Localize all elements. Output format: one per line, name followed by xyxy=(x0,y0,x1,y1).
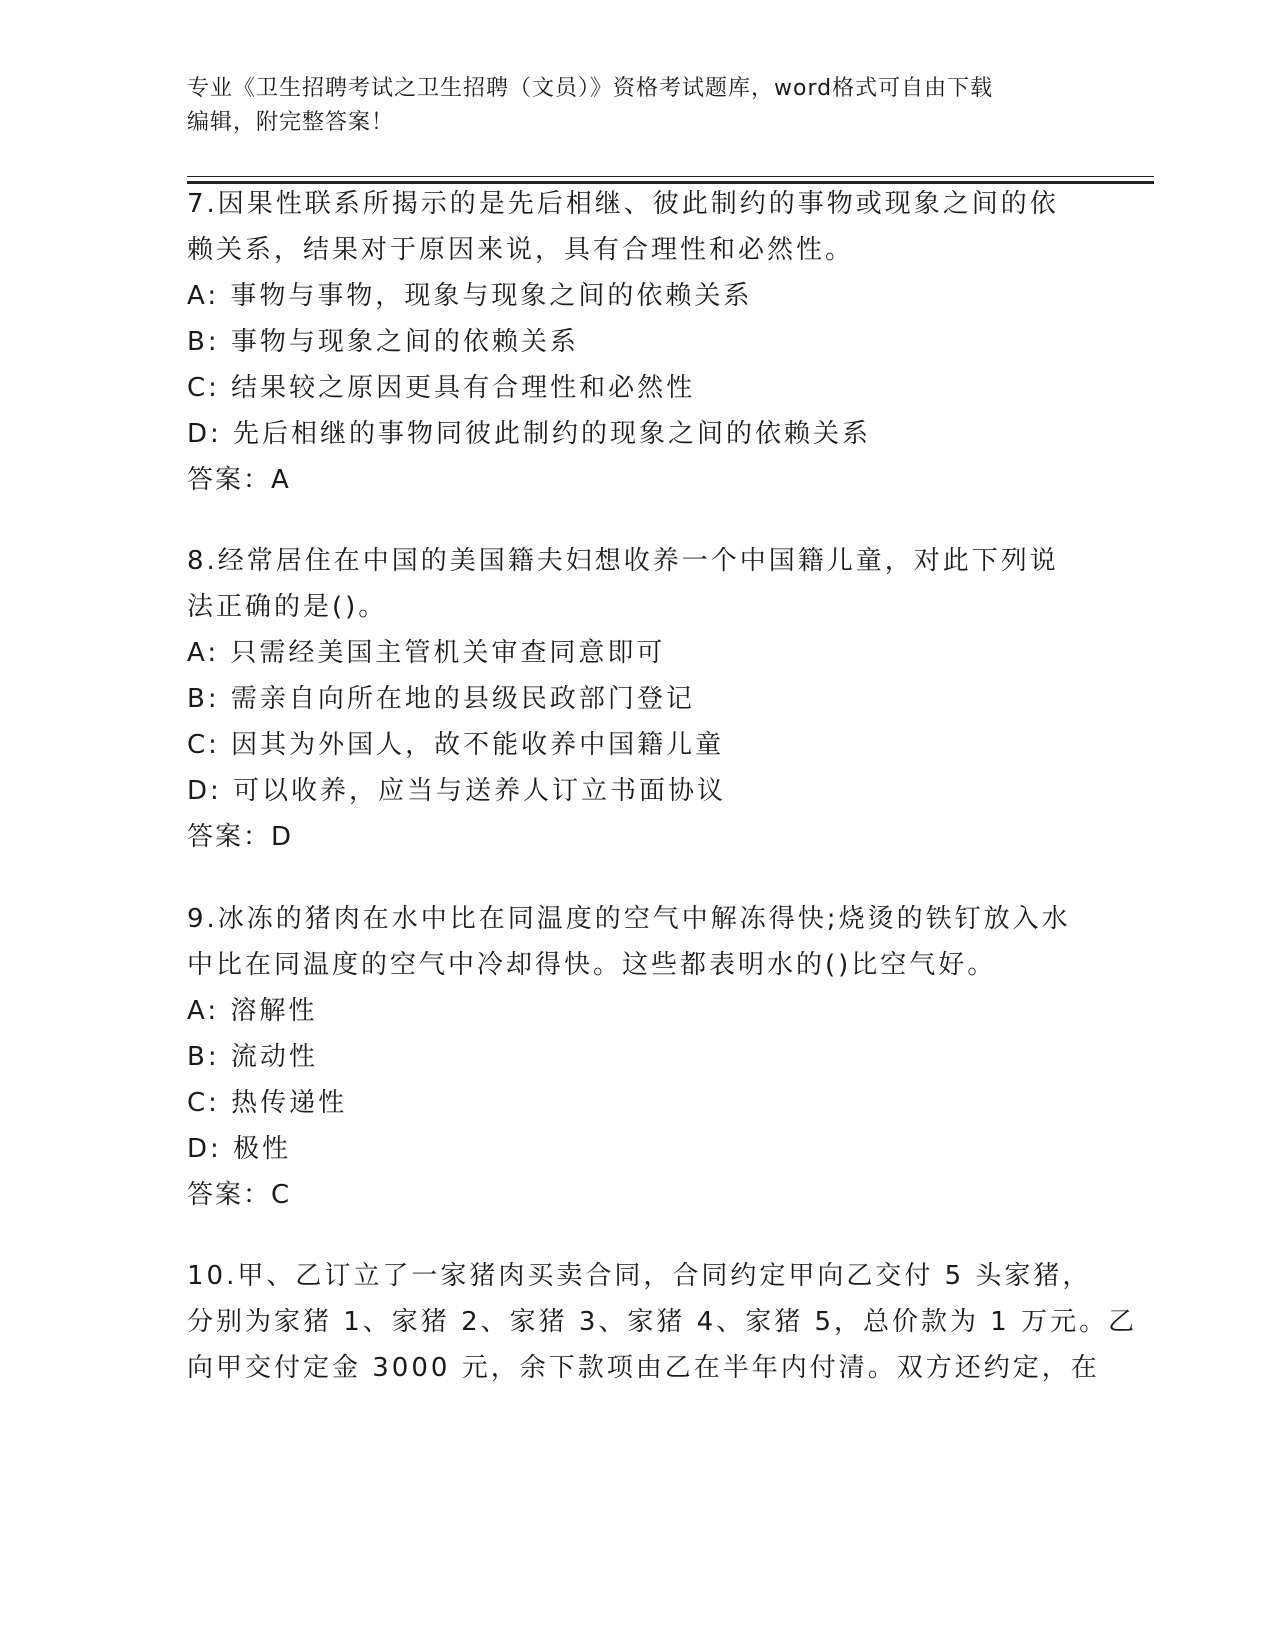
option-d: D: 极性 xyxy=(187,1134,292,1164)
header-line-1: 专业《卫生招聘考试之卫生招聘（文员）》资格考试题库，word格式可自由下载 xyxy=(187,76,994,101)
question-stem-line: 9.冰冻的猪肉在水中比在同温度的空气中解冻得快;烧烫的铁钉放入水 xyxy=(187,904,1071,934)
option-c: C: 因其为外国人，故不能收养中国籍儿童 xyxy=(187,730,725,760)
answer-line: 答案：D xyxy=(187,822,294,852)
header-divider-thin xyxy=(187,176,1154,177)
question-stem-line: 中比在同温度的空气中冷却得快。这些都表明水的()比空气好。 xyxy=(187,950,997,980)
question-8 xyxy=(187,538,1087,860)
question-stem-line: 8.经常居住在中国的美国籍夫妇想收养一个中国籍儿童，对此下列说 xyxy=(187,546,1059,576)
option-d: D: 可以收养，应当与送养人订立书面协议 xyxy=(187,776,727,806)
question-stem-line: 法正确的是()。 xyxy=(187,592,388,622)
option-a: A: 溶解性 xyxy=(187,996,318,1026)
question-10 xyxy=(187,1253,1138,1391)
question-9 xyxy=(187,896,1087,1218)
question-stem-line: 赖关系，结果对于原因来说，具有合理性和必然性。 xyxy=(187,235,855,265)
option-a: A: 只需经美国主管机关审查同意即可 xyxy=(187,638,666,668)
option-d: D: 先后相继的事物同彼此制约的现象之间的依赖关系 xyxy=(187,419,872,449)
document-header xyxy=(187,72,1087,140)
question-stem-line: 7.因果性联系所揭示的是先后相继、彼此制约的事物或现象之间的依 xyxy=(187,189,1059,219)
option-b: B: 需亲自向所在地的县级民政部门登记 xyxy=(187,684,695,714)
question-stem-line: 分别为家猪 1、家猪 2、家猪 3、家猪 4、家猪 5，总价款为 1 万元。乙 xyxy=(187,1307,1138,1337)
answer-line: 答案：C xyxy=(187,1180,292,1210)
question-7 xyxy=(187,181,1087,503)
option-b: B: 流动性 xyxy=(187,1042,318,1072)
option-b: B: 事物与现象之间的依赖关系 xyxy=(187,327,579,357)
question-stem-line: 10.甲、乙订立了一家猪肉买卖合同，合同约定甲向乙交付 5 头家猪， xyxy=(187,1261,1092,1291)
option-a: A: 事物与事物，现象与现象之间的依赖关系 xyxy=(187,281,753,311)
question-stem-line: 向甲交付定金 3000 元，余下款项由乙在半年内付清。双方还约定，在 xyxy=(187,1353,1100,1383)
option-c: C: 热传递性 xyxy=(187,1088,348,1118)
option-c: C: 结果较之原因更具有合理性和必然性 xyxy=(187,373,696,403)
header-line-2: 编辑，附完整答案！ xyxy=(187,110,395,135)
answer-line: 答案：A xyxy=(187,465,291,495)
